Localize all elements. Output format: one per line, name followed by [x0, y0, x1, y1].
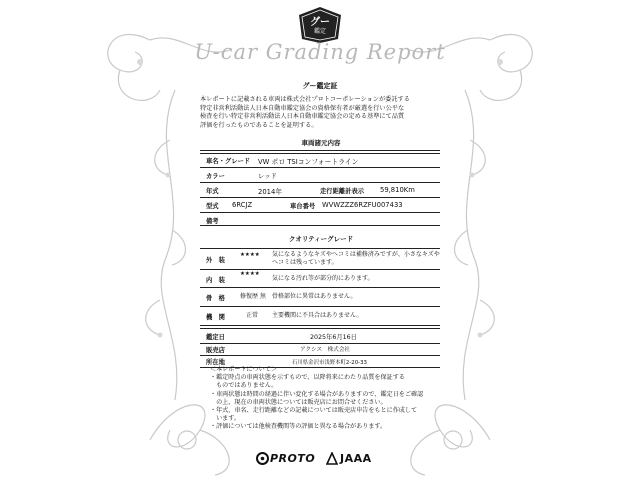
chassis-label: 車台番号: [290, 203, 316, 210]
note-line: ものではありません。: [210, 382, 278, 390]
note-line: ・年式、車名、走行距離などの記載については販売店申告をもとに作成して: [210, 407, 418, 415]
row-frame: [200, 288, 440, 307]
quality-section-heading: クオリティーグレード: [288, 235, 354, 243]
note-line: の上、現在の車両状態については販売店にお問合せください。: [210, 398, 387, 406]
frame-label: 骨 格: [206, 295, 225, 302]
vehicle-name-value: VW ポロ TSIコンフォートライン: [258, 158, 359, 166]
address-label: 所在地: [206, 359, 225, 366]
chassis-value: WVWZZZ6RZFU007433: [322, 201, 403, 209]
intro-line: 評価を行ったものであることを証明する。: [200, 121, 318, 129]
exterior-stars: ★★★★: [240, 252, 260, 258]
exterior-label: 外 装: [206, 257, 225, 264]
intro-line: 検査を行い特定非営利活動法人日本自動車鑑定協会の定める基準にて品質: [200, 113, 405, 121]
year-label: 年式: [206, 188, 219, 195]
engine-grade: 正常: [246, 312, 259, 319]
date-label: 鑑定日: [206, 334, 225, 341]
interior-stars: ★★★★: [240, 271, 260, 277]
row-date: [200, 328, 440, 344]
row-engine: [200, 307, 440, 326]
exterior-comment-line: へコミは残っています。: [272, 259, 338, 266]
report-notes: [210, 366, 442, 432]
vehicle-section-heading: 車両諸元内容: [301, 139, 341, 147]
date-value: 2025年6月16日: [310, 334, 357, 341]
color-value: レッド: [258, 173, 277, 180]
exterior-comment: [272, 251, 440, 267]
mileage-label: 走行距離計表示: [320, 188, 365, 195]
note-line: ・鑑定時点の車両状態を示すもので、以降将来にわたり品質を保証する: [210, 374, 405, 382]
year-value: 2014年: [258, 188, 283, 196]
shop-value: アクシス 株式会社: [300, 347, 351, 353]
badge-main-text: グー: [310, 17, 330, 28]
engine-label: 機 関: [206, 314, 225, 321]
badge-sub-text: 鑑定: [313, 28, 326, 35]
document-title: グー鑑定証: [302, 82, 338, 90]
exterior-comment-line: 気になるようなキズやへコミは補修済みですが、小さなキズや: [272, 251, 440, 258]
row-exterior: [200, 249, 440, 270]
note-line: ・評価については他検査機関等の評価と異なる場合があります。: [210, 423, 387, 431]
interior-label: 内 装: [206, 277, 225, 284]
frame-comment: 骨格部位に異常はありません。: [272, 293, 357, 300]
intro-line: 特定非営利活動法人日本自動車鑑定協会の資格保有者が厳選を行い公平な: [200, 104, 405, 112]
color-label: カラー: [206, 173, 225, 180]
note-line: ・車両状態は時間の経過に伴い変化する場合がありますので、鑑定日をご確認: [210, 390, 424, 398]
shop-label: 販売店: [206, 347, 225, 354]
proto-logo-icon: [256, 452, 269, 465]
intro-paragraph: [200, 96, 444, 130]
note-line: ＜本レポートについて＞: [210, 366, 277, 373]
row-shop: [200, 343, 440, 356]
proto-logo-text: PROTO: [270, 452, 316, 465]
jaaa-logo-icon: [326, 452, 338, 465]
row-interior: [200, 270, 440, 288]
remarks-label: 備考: [206, 218, 219, 225]
row-year-mileage: [200, 183, 440, 198]
interior-comment: 気になる汚れ等が部分的にあります。: [272, 275, 374, 282]
note-line: います。: [210, 415, 240, 423]
address-value: 石川県金沢市浅野本町2-20-33: [292, 360, 367, 366]
row-remarks: [200, 213, 440, 226]
vehicle-name-label: 車名・グレード: [206, 158, 251, 165]
model-value: 6RCJZ: [232, 201, 253, 209]
model-label: 型式: [206, 203, 219, 210]
intro-line: 本レポートに記載される車両は株式会社プロトコーポレーションが委託する: [200, 96, 410, 103]
row-color: [200, 168, 440, 183]
row-model-chassis: [200, 198, 440, 213]
mileage-value: 59,810Km: [380, 186, 415, 194]
row-vehicle-name: [200, 153, 440, 168]
report-script-title: U-car Grading Report: [194, 40, 446, 64]
jaaa-logo-text: JAAA: [340, 452, 372, 465]
engine-comment: 主要機関に不具合はありません。: [272, 312, 363, 319]
frame-grade: 修復歴 無: [240, 293, 266, 300]
